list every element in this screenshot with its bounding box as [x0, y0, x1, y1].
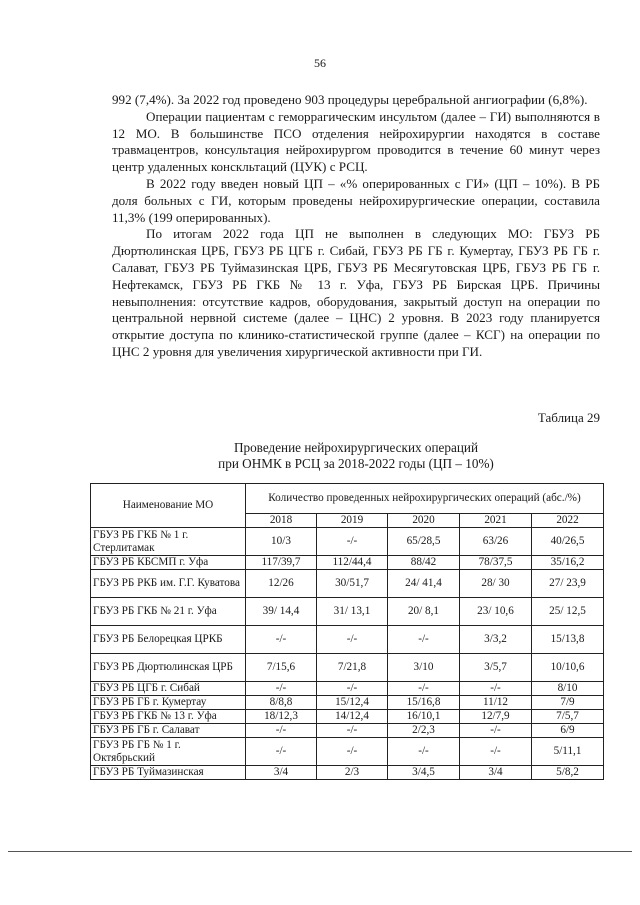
value-cell: -/-	[317, 528, 388, 556]
table-row	[91, 528, 604, 556]
operations-table	[90, 483, 604, 780]
value-cell: 15/13,8	[532, 626, 604, 654]
year-header: 2018	[246, 514, 317, 528]
value-cell: -/-	[317, 682, 388, 696]
caption-line: при ОНМК в РСЦ за 2018-2022 годы (ЦП – 10%)	[218, 456, 494, 471]
value-cell: -/-	[246, 738, 317, 766]
paragraph: Операции пациентам с геморрагическим инсультом (далее – ГИ) выполняются в 12 МО. В большинстве ПСО отделения нейрохирургии находятся в составе травмацентров, консультация нейрохирургом проводится в течение 60 минут через центр удаленных конскльтаций (ЦУК) с РСЦ.	[112, 108, 600, 175]
value-cell: 15/12,4	[317, 696, 388, 710]
year-header: 2022	[532, 514, 604, 528]
value-cell: 8/10	[532, 682, 604, 696]
table-row	[91, 738, 604, 766]
page-number: 56	[314, 56, 326, 70]
value-cell: 3/3,2	[460, 626, 532, 654]
mo-name-cell: ГБУЗ РБ ГБ г. Салават	[91, 724, 246, 738]
value-cell: 3/5,7	[460, 654, 532, 682]
value-cell: 5/8,2	[532, 766, 604, 780]
value-cell: 7/21,8	[317, 654, 388, 682]
table-row	[91, 766, 604, 780]
mo-name-cell: ГБУЗ РБ Белорецкая ЦРКБ	[91, 626, 246, 654]
table-row	[91, 710, 604, 724]
value-cell: 3/4	[460, 766, 532, 780]
value-cell: -/-	[317, 738, 388, 766]
value-cell: 24/ 41,4	[388, 570, 460, 598]
table-row	[91, 682, 604, 696]
value-cell: -/-	[317, 626, 388, 654]
value-cell: 88/42	[388, 556, 460, 570]
value-cell: -/-	[460, 682, 532, 696]
year-header: 2019	[317, 514, 388, 528]
value-cell: -/-	[246, 626, 317, 654]
mo-name-cell: ГБУЗ РБ КБСМП г. Уфа	[91, 556, 246, 570]
value-cell: 65/28,5	[388, 528, 460, 556]
mo-name-cell: ГБУЗ РБ ЦГБ г. Сибай	[91, 682, 246, 696]
header-group: Количество проведенных нейрохирургических операций (абс./%)	[246, 484, 604, 514]
value-cell: 12/26	[246, 570, 317, 598]
table-label: Таблица 29	[537, 410, 600, 425]
value-cell: -/-	[388, 626, 460, 654]
paragraph: 992 (7,4%). За 2022 год проведено 903 процедуры церебральной ангиографии (6,8%).	[112, 92, 588, 107]
value-cell: 31/ 13,1	[317, 598, 388, 626]
value-cell: 10/3	[246, 528, 317, 556]
value-cell: -/-	[388, 682, 460, 696]
mo-name-cell: ГБУЗ РБ ГБ № 1 г. Октябрьский	[91, 738, 246, 766]
value-cell: 20/ 8,1	[388, 598, 460, 626]
value-cell: 25/ 12,5	[532, 598, 604, 626]
table-row	[91, 556, 604, 570]
value-cell: 10/10,6	[532, 654, 604, 682]
table-caption	[112, 440, 600, 472]
value-cell: 16/10,1	[388, 710, 460, 724]
table-row	[91, 598, 604, 626]
year-header: 2021	[460, 514, 532, 528]
value-cell: -/-	[460, 738, 532, 766]
paragraph: В 2022 году введен новый ЦП – «% оперированных с ГИ» (ЦП – 10%). В РБ доля больных с ГИ, которым проведены нейрохирургические операции, составила 11,3% (199 оперированных).	[112, 175, 600, 225]
table-row	[91, 626, 604, 654]
value-cell: 117/39,7	[246, 556, 317, 570]
mo-name-cell: ГБУЗ РБ Туймазинская	[91, 766, 246, 780]
value-cell: 6/9	[532, 724, 604, 738]
value-cell: 27/ 23,9	[532, 570, 604, 598]
value-cell: 35/16,2	[532, 556, 604, 570]
paragraph: По итогам 2022 года ЦП не выполнен в следующих МО: ГБУЗ РБ Дюртюлинская ЦРБ, ГБУЗ РБ ЦГБ г. Сибай, ГБУЗ РБ ГБ г. Кумертау, ГБУЗ РБ ГБ г. Салават, ГБУЗ РБ Туймазинская ЦРБ, ГБУЗ РБ Месягутовская ЦРБ, ГБУЗ РБ ГБ г. Нефтекамск, ГБУЗ РБ ГКБ № 13 г. Уфа, ГБУЗ РБ Бирская ЦРБ. Причины невыполнения: отсутствие кадров, оборудования, закрытый доступ на операции по центральной нервной системе (далее – ЦНС) 2 уровня. В 2023 году планируется открытие доступа по клинико-статистической группе (далее – КСГ) на операции по ЦНС 2 уровня для увеличения хирургической активности при ГИ.	[112, 226, 600, 359]
value-cell: 7/9	[532, 696, 604, 710]
value-cell: 2/2,3	[388, 724, 460, 738]
value-cell: -/-	[388, 738, 460, 766]
caption-line: Проведение нейрохирургических операций	[233, 440, 479, 455]
value-cell: 3/4,5	[388, 766, 460, 780]
value-cell: 14/12,4	[317, 710, 388, 724]
mo-name-cell: ГБУЗ РБ ГКБ № 21 г. Уфа	[91, 598, 246, 626]
table-row	[91, 654, 604, 682]
header-name: Наименование МО	[91, 484, 246, 528]
value-cell: 78/37,5	[460, 556, 532, 570]
value-cell: 15/16,8	[388, 696, 460, 710]
mo-name-cell: ГБУЗ РБ ГКБ № 13 г. Уфа	[91, 710, 246, 724]
value-cell: 11/12	[460, 696, 532, 710]
value-cell: 39/ 14,4	[246, 598, 317, 626]
value-cell: 28/ 30	[460, 570, 532, 598]
value-cell: 5/11,1	[532, 738, 604, 766]
value-cell: 7/5,7	[532, 710, 604, 724]
value-cell: -/-	[246, 724, 317, 738]
value-cell: 112/44,4	[317, 556, 388, 570]
value-cell: -/-	[246, 682, 317, 696]
table-row	[91, 724, 604, 738]
mo-name-cell: ГБУЗ РБ Дюртюлинская ЦРБ	[91, 654, 246, 682]
value-cell: -/-	[317, 724, 388, 738]
value-cell: 30/51,7	[317, 570, 388, 598]
mo-name-cell: ГБУЗ РБ РКБ им. Г.Г. Куватова	[91, 570, 246, 598]
table-row	[91, 696, 604, 710]
value-cell: 40/26,5	[532, 528, 604, 556]
body-text	[112, 92, 600, 361]
value-cell: 3/4	[246, 766, 317, 780]
value-cell: 23/ 10,6	[460, 598, 532, 626]
value-cell: 8/8,8	[246, 696, 317, 710]
value-cell: 3/10	[388, 654, 460, 682]
table-row	[91, 570, 604, 598]
value-cell: 2/3	[317, 766, 388, 780]
value-cell: 63/26	[460, 528, 532, 556]
mo-name-cell: ГБУЗ РБ ГКБ № 1 г. Стерлитамак	[91, 528, 246, 556]
value-cell: -/-	[460, 724, 532, 738]
value-cell: 12/7,9	[460, 710, 532, 724]
mo-name-cell: ГБУЗ РБ ГБ г. Кумертау	[91, 696, 246, 710]
year-header: 2020	[388, 514, 460, 528]
value-cell: 7/15,6	[246, 654, 317, 682]
scan-edge-line	[8, 851, 632, 852]
value-cell: 18/12,3	[246, 710, 317, 724]
